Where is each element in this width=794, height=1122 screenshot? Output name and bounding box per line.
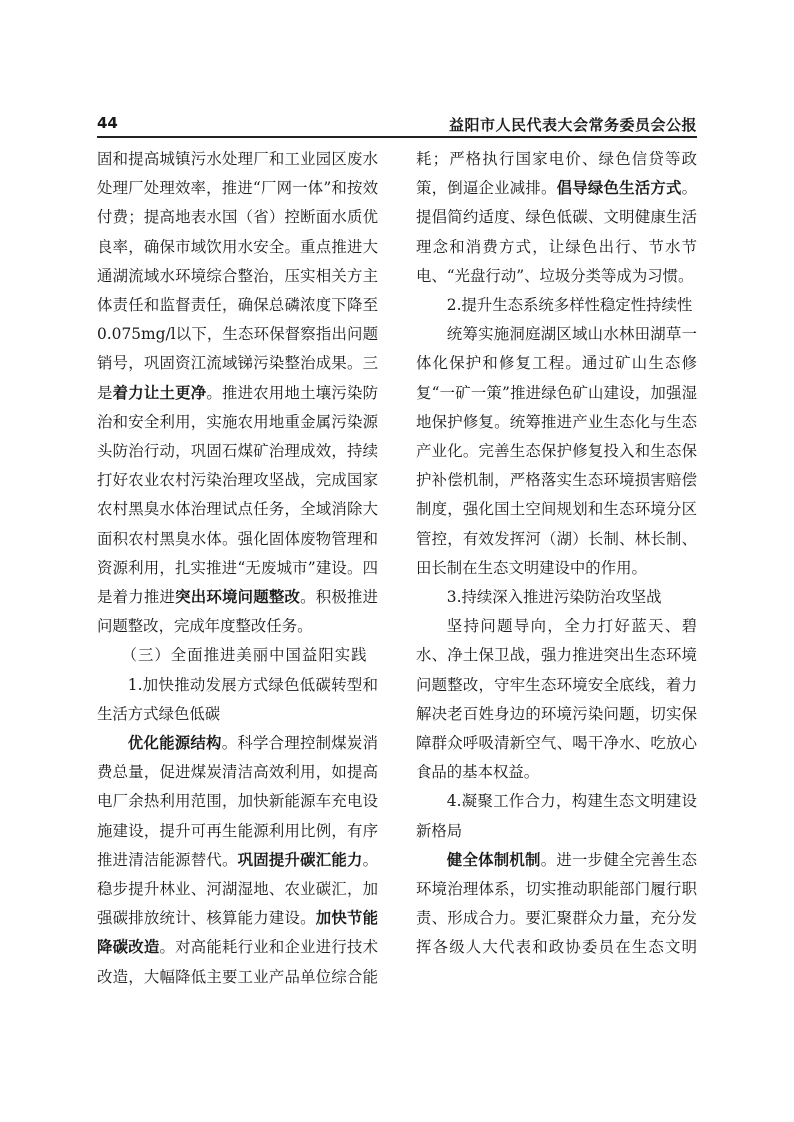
text-run: 坚持问题导向，全力打好蓝天、碧水、净土保卫战，强力推进突出生态环境问题整改，守牢生态环境安全底线，着力解决老百姓身边的环境污染问题，切实保障群众呼吸清新空气、喝干净水、吃放心食品的基本权益。 [416,617,697,782]
paragraph [416,145,697,291]
bold-phrase: 巩固提升碳汇能力 [237,850,363,869]
page-number: 44 [97,114,118,132]
text-run: 。对高能耗行业和企业进行技术改造，大幅降低主要工业产品单位综合能 [97,938,378,986]
left-column [97,145,378,992]
bold-phrase: 优化能源结构 [127,734,222,753]
paragraph [416,583,697,612]
publication-title: 益阳市人民代表大会常务委员会公报 [448,116,697,134]
paragraph [416,846,697,963]
text-run: 。稳步提升林业、河湖湿地、农业碳汇，加强碳排放统计、核算能力建设。 [97,850,378,928]
bold-phrase: 健全体制机制 [446,850,541,869]
right-column [416,145,697,963]
paragraph [416,320,697,583]
paragraph [97,729,378,992]
text-run: 统筹实施洞庭湖区域山水林田湖草一体化保护和修复工程。通过矿山生态修复“一矿一策”推进绿色矿山建设，加强湿地保护修复。统筹推进产业生态化与生态产业化。完善生态保护修复投入和生态保护补偿机制，严格落实生态环境损害赔偿制度，强化国土空间规划和生态环境分区管控，有效发挥河（湖）长制、林长制、田长制在生态文明建设中的作用。 [416,325,697,577]
paragraph [416,612,697,787]
header-rule [97,136,697,138]
bold-phrase: 加快节能降碳改造 [97,909,378,957]
text-run: 耗；严格执行国家电价、绿色信贷等政策，倒逼企业减排。 [416,150,697,198]
text-run: （三）全面推进美丽中国益阳实践 [121,646,368,665]
paragraph [97,641,378,670]
bold-phrase: 突出环境问题整改 [175,588,301,607]
text-run: 。进一步健全完善生态环境治理体系，切实推动职能部门履行职责、形成合力。要汇聚群众力量，充分发挥各级人大代表和政协委员在生态文明 [416,850,697,957]
text-run: 。积极推进问题整改，完成年度整改任务。 [97,588,378,636]
text-run: 3.持续深入推进污染防治攻坚战 [446,588,662,607]
bold-phrase: 倡导绿色生活方式 [556,179,682,198]
bold-phrase: 着力让土更净 [112,383,207,402]
text-run: 。科学合理控制煤炭消费总量，促进煤炭清洁高效利用，如提高电厂余热利用范围，加快新能源车充电设施建设，提升可再生能源利用比例，有序推进清洁能源替代。 [97,734,378,869]
text-run: 。推进农用地土壤污染防治和安全利用，实施农用地重金属污染源头防治行动，巩固石煤矿治理成效，持续打好农业农村污染治理攻坚战，完成国家农村黑臭水体治理试点任务，全域消除大面积农村黑臭水体。强化固体废物管理和资源利用，扎实推进“无废城市”建设。四是着力推进 [97,383,378,607]
text-run: 1.加快推动发展方式绿色低碳转型和生活方式绿色低碳 [97,675,378,723]
text-run: 。提倡简约适度、绿色低碳、文明健康生活理念和消费方式，让绿色出行、节水节电、“光盘行动”、垃圾分类等成为习惯。 [416,179,697,285]
text-run: 固和提高城镇污水处理厂和工业园区废水处理厂处理效率，推进“厂网一体”和按效付费；提高地表水国（省）控断面水质优良率，确保市域饮用水安全。重点推进大通湖流域水环境综合整治，压实相关方主体责任和监督责任，确保总磷浓度下降至0.075mg/l以下，生态环保督察指出问题销号，巩固资江流域锑污染整治成果。三是 [97,150,378,402]
text-run: 2.提升生态系统多样性稳定性持续性 [446,296,693,315]
page-header [97,114,697,134]
paragraph [416,787,697,845]
text-run: 4.凝聚工作合力，构建生态文明建设新格局 [416,792,697,840]
paragraph [97,671,378,729]
paragraph [416,291,697,320]
paragraph [97,145,378,641]
